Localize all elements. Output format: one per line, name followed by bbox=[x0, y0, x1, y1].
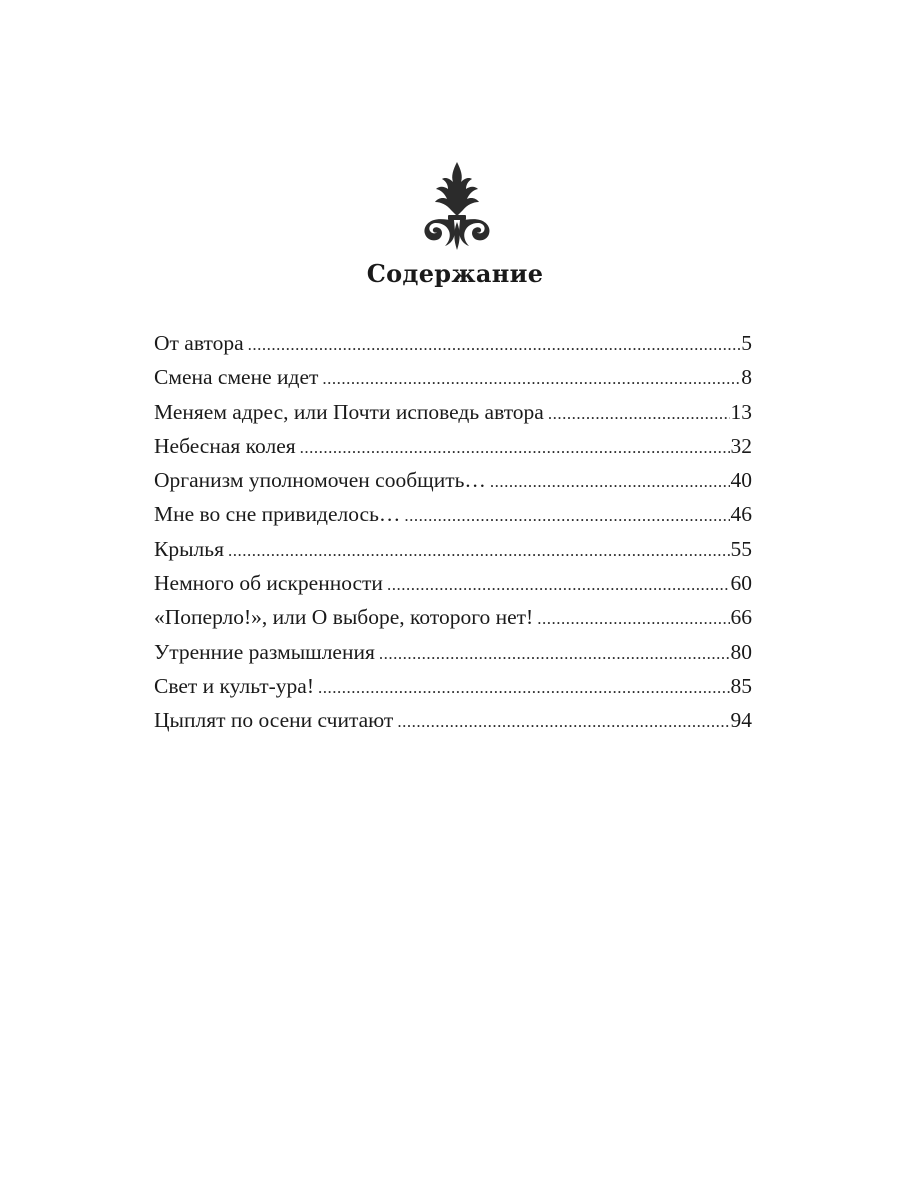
toc-entry-title: Крылья bbox=[154, 536, 224, 561]
toc-entry-title: Свет и культ-ура! bbox=[154, 673, 314, 698]
toc-entry bbox=[154, 395, 752, 429]
toc-entry bbox=[154, 463, 752, 497]
dot-leader bbox=[537, 602, 729, 636]
fleuron-ornament-icon bbox=[418, 160, 496, 252]
toc-entry-page: 80 bbox=[730, 639, 752, 664]
toc-entry bbox=[154, 600, 752, 634]
dot-leader bbox=[397, 705, 729, 739]
toc-entry bbox=[154, 635, 752, 669]
toc-entry-title: «Поперло!», или О выборе, которого нет! bbox=[154, 605, 534, 630]
toc-entry-page: 60 bbox=[730, 571, 752, 596]
toc-entry-page: 94 bbox=[730, 708, 752, 733]
toc-entry-page: 32 bbox=[730, 433, 752, 458]
dot-leader bbox=[318, 671, 730, 705]
dot-leader bbox=[490, 465, 730, 499]
page-title: Содержание bbox=[366, 259, 544, 288]
toc-entry-title: Организм уполномочен сообщить… bbox=[154, 468, 486, 493]
toc-entry-page: 85 bbox=[730, 673, 752, 698]
toc-entry bbox=[154, 532, 752, 566]
toc-entry bbox=[154, 497, 752, 531]
dot-leader bbox=[248, 328, 741, 362]
dot-leader bbox=[322, 362, 740, 396]
toc-entry-title: Цыплят по осени считают bbox=[154, 708, 394, 733]
table-of-contents bbox=[154, 326, 752, 738]
toc-entry bbox=[154, 360, 752, 394]
dot-leader bbox=[548, 397, 730, 431]
toc-entry-page: 40 bbox=[730, 468, 752, 493]
toc-entry-page: 13 bbox=[730, 399, 752, 424]
toc-entry-page: 5 bbox=[741, 331, 752, 355]
toc-entry bbox=[154, 566, 752, 600]
toc-entry bbox=[154, 326, 752, 360]
toc-entry-page: 66 bbox=[730, 605, 752, 630]
dot-leader bbox=[228, 534, 730, 568]
toc-entry-page: 46 bbox=[730, 502, 752, 527]
toc-entry-page: 8 bbox=[741, 365, 752, 390]
toc-entry-title: Мне во сне привиделось… bbox=[154, 502, 401, 527]
dot-leader bbox=[387, 568, 730, 602]
toc-entry bbox=[154, 429, 752, 463]
toc-entry-title: От автора bbox=[154, 331, 244, 355]
toc-entry-page: 55 bbox=[730, 536, 752, 561]
toc-entry-title: Утренние размышления bbox=[154, 639, 375, 664]
toc-entry bbox=[154, 703, 752, 737]
toc-entry-title: Меняем адрес, или Почти исповедь автора bbox=[154, 399, 544, 424]
dot-leader bbox=[379, 637, 730, 671]
dot-leader bbox=[300, 431, 730, 465]
toc-entry-title: Небесная колея bbox=[154, 433, 296, 458]
toc-entry-title: Смена смене идет bbox=[154, 365, 319, 390]
toc-entry bbox=[154, 669, 752, 703]
dot-leader bbox=[404, 499, 729, 533]
toc-entry-title: Немного об искренности bbox=[154, 571, 383, 596]
